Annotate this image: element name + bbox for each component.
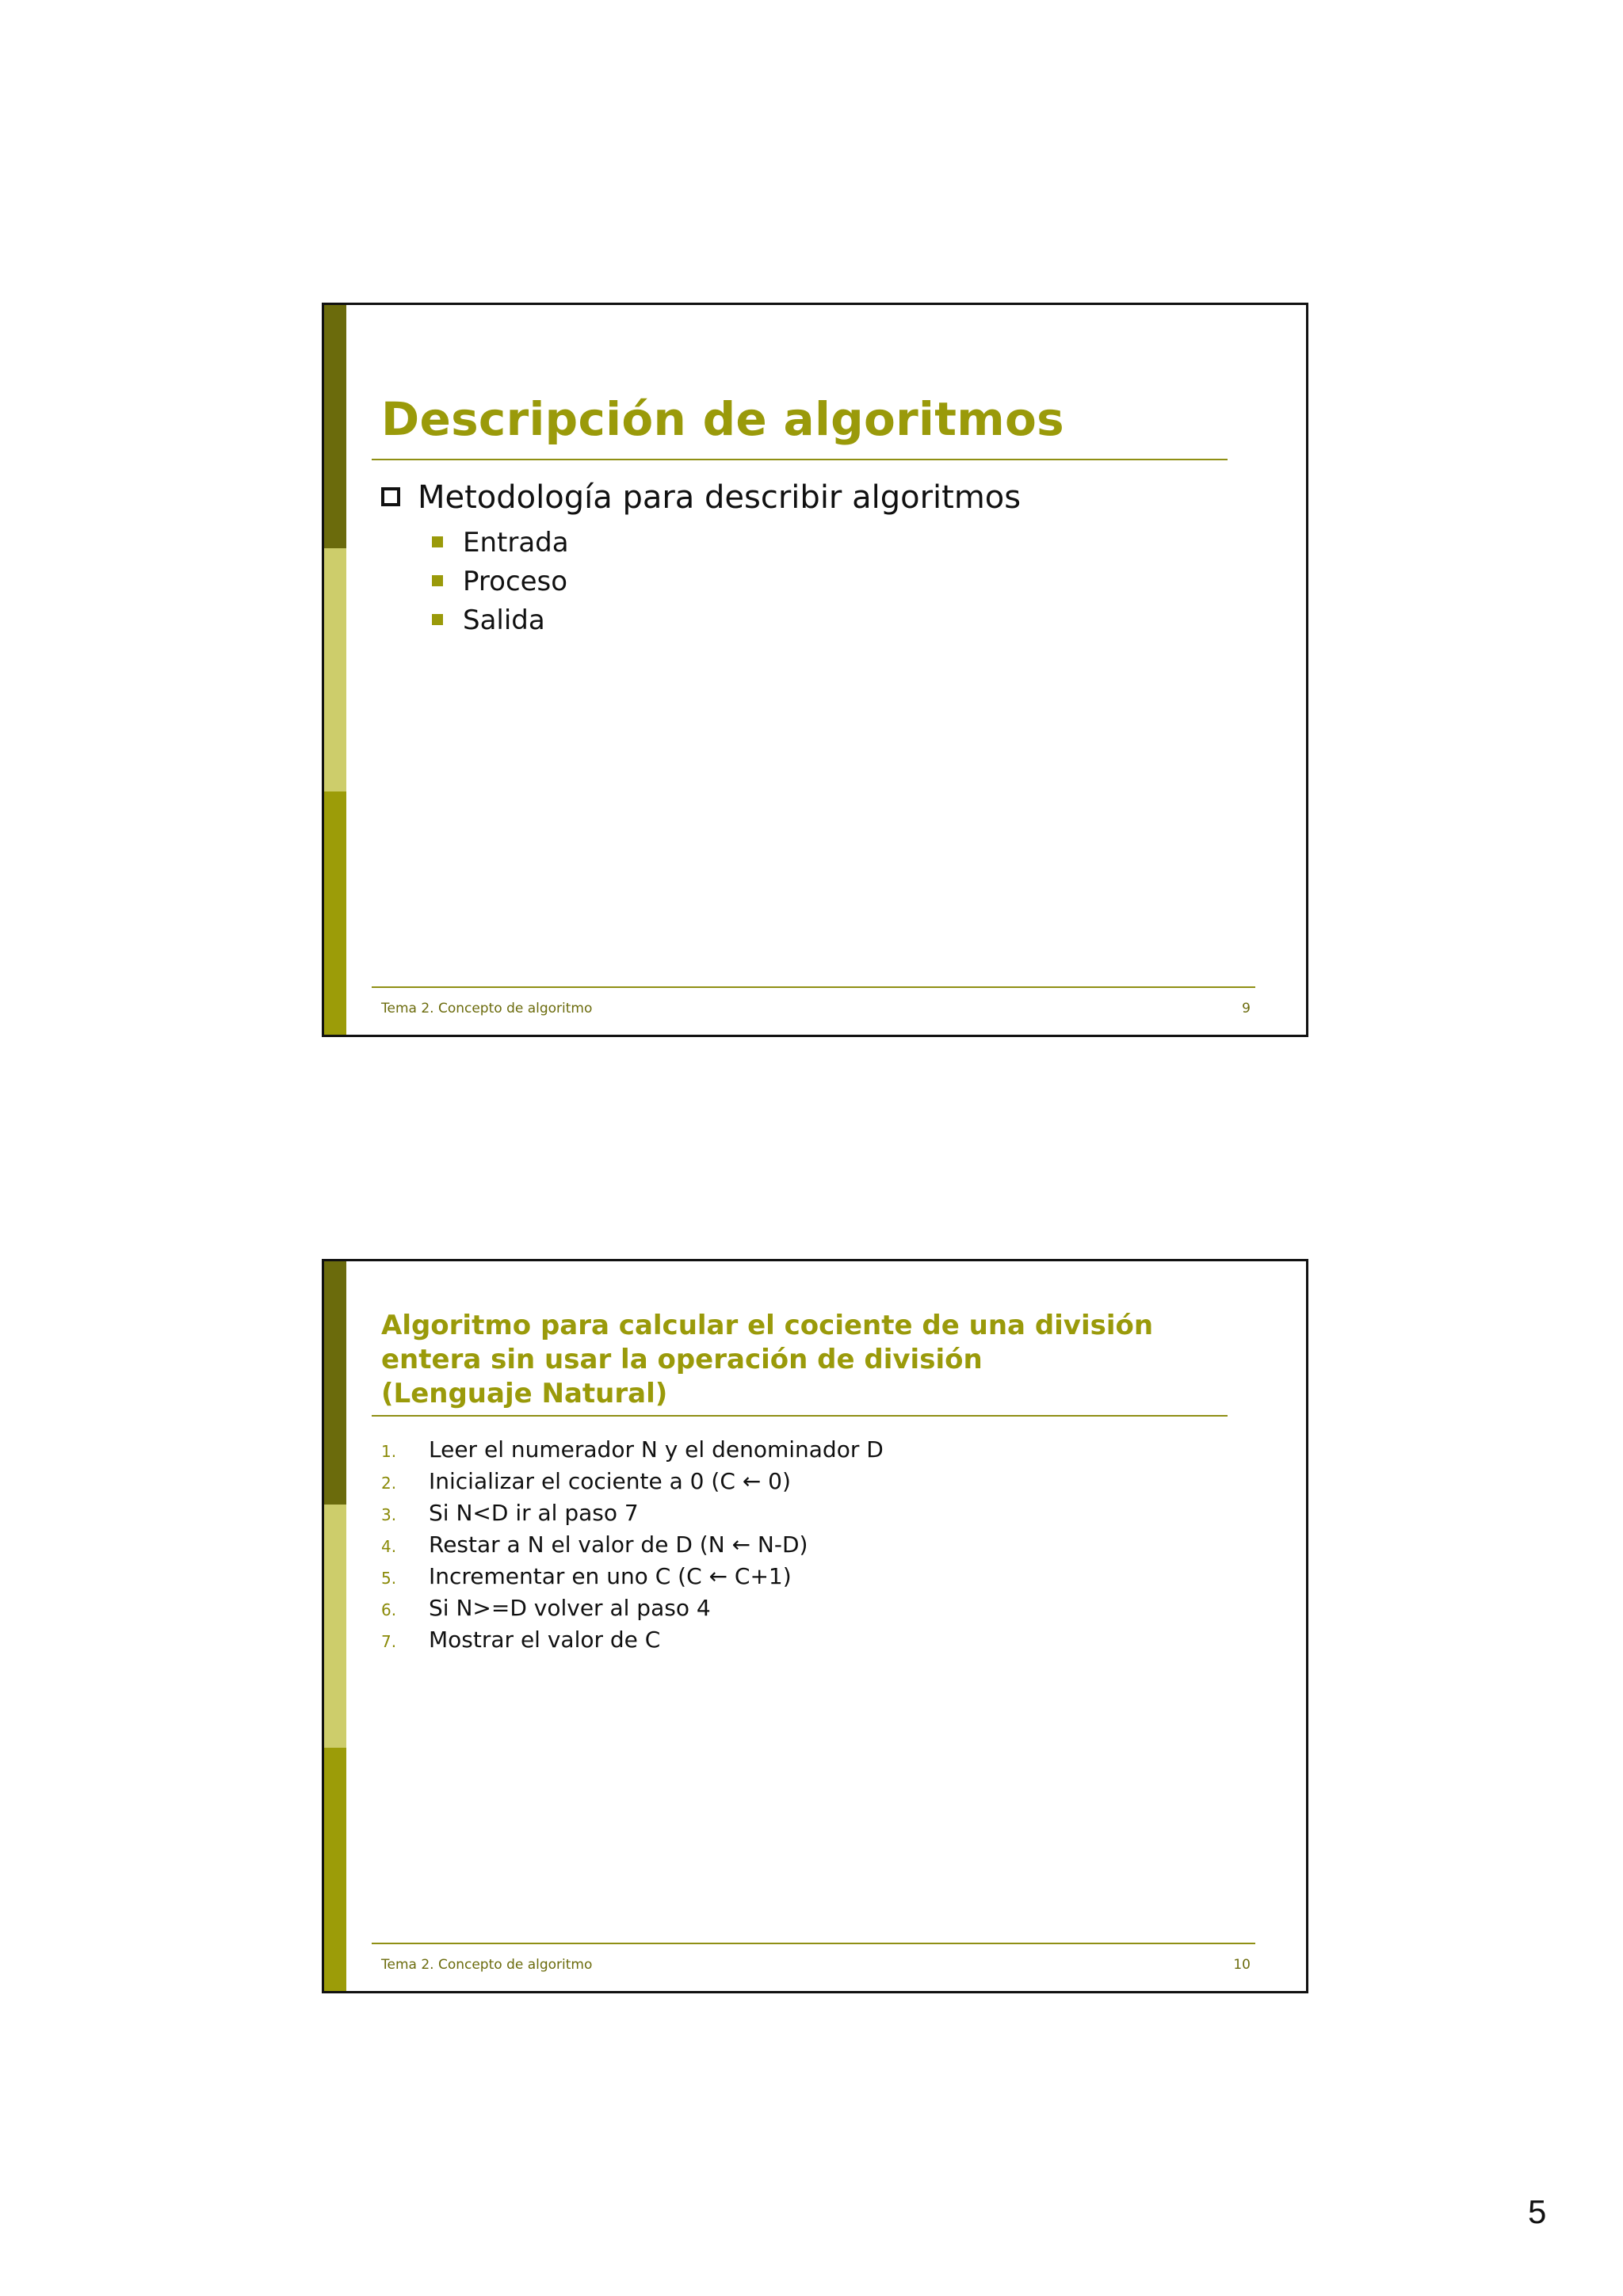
hollow-square-bullet-icon (381, 487, 400, 506)
square-bullet-icon (432, 536, 443, 547)
algorithm-steps-list (381, 1434, 884, 1656)
slide-title-line: (Lenguaje Natural) (381, 1378, 668, 1409)
sub-bullet-text: Salida (463, 605, 545, 636)
slide-10 (322, 1259, 1308, 1993)
step-text: Inicializar el cociente a 0 (C ← 0) (429, 1468, 791, 1494)
side-bar-segment-top (324, 1261, 346, 1505)
slide-title (381, 1309, 1213, 1411)
step-number: 6. (381, 1600, 397, 1619)
title-divider (372, 1415, 1228, 1417)
sub-bullet-item (432, 601, 569, 640)
slide-number: 9 (1242, 1001, 1251, 1016)
side-bar-segment-bottom (324, 791, 346, 1035)
sub-bullet-list (432, 524, 569, 640)
step-text: Restar a N el valor de D (N ← N-D) (429, 1531, 808, 1558)
page-number: 5 (1528, 2193, 1547, 2230)
slide-side-bar (324, 1261, 346, 1991)
step-number: 5. (381, 1569, 397, 1588)
algorithm-step (381, 1624, 884, 1656)
slide-number: 10 (1233, 1957, 1251, 1973)
square-bullet-icon (432, 575, 443, 586)
slide-footer-text: Tema 2. Concepto de algoritmo (381, 1957, 593, 1973)
algorithm-step (381, 1592, 884, 1624)
sub-bullet-item (432, 524, 569, 563)
step-number: 7. (381, 1632, 397, 1651)
slide-title-line: entera sin usar la operación de división (381, 1344, 983, 1375)
square-bullet-icon (432, 614, 443, 625)
step-text: Si N<D ir al paso 7 (429, 1500, 639, 1526)
side-bar-segment-middle (324, 1505, 346, 1748)
side-bar-segment-bottom (324, 1748, 346, 1991)
side-bar-segment-top (324, 305, 346, 548)
slide-footer-text: Tema 2. Concepto de algoritmo (381, 1001, 593, 1016)
bullet-text: Metodología para describir algoritmos (418, 479, 1022, 516)
algorithm-step (381, 1497, 884, 1529)
algorithm-step (381, 1434, 884, 1466)
step-text: Mostrar el valor de C (429, 1627, 661, 1653)
bullet-item (381, 479, 1021, 516)
slide-side-bar (324, 305, 346, 1035)
footer-divider (372, 1943, 1255, 1944)
step-number: 2. (381, 1474, 397, 1493)
algorithm-step (381, 1466, 884, 1497)
algorithm-step (381, 1529, 884, 1561)
step-text: Incrementar en uno C (C ← C+1) (429, 1563, 792, 1589)
step-number: 3. (381, 1505, 397, 1524)
sub-bullet-text: Entrada (463, 527, 569, 559)
slide-title-line: Algoritmo para calcular el cociente de una división (381, 1310, 1154, 1341)
step-text: Si N>=D volver al paso 4 (429, 1595, 711, 1621)
step-number: 4. (381, 1537, 397, 1556)
slide-title: Descripción de algoritmos (381, 392, 1064, 446)
step-text: Leer el numerador N y el denominador D (429, 1436, 884, 1463)
slide-9 (322, 303, 1308, 1037)
title-divider (372, 459, 1228, 460)
step-number: 1. (381, 1442, 397, 1461)
sub-bullet-item (432, 563, 569, 601)
footer-divider (372, 986, 1255, 988)
side-bar-segment-middle (324, 548, 346, 791)
sub-bullet-text: Proceso (463, 566, 568, 597)
algorithm-step (381, 1561, 884, 1592)
